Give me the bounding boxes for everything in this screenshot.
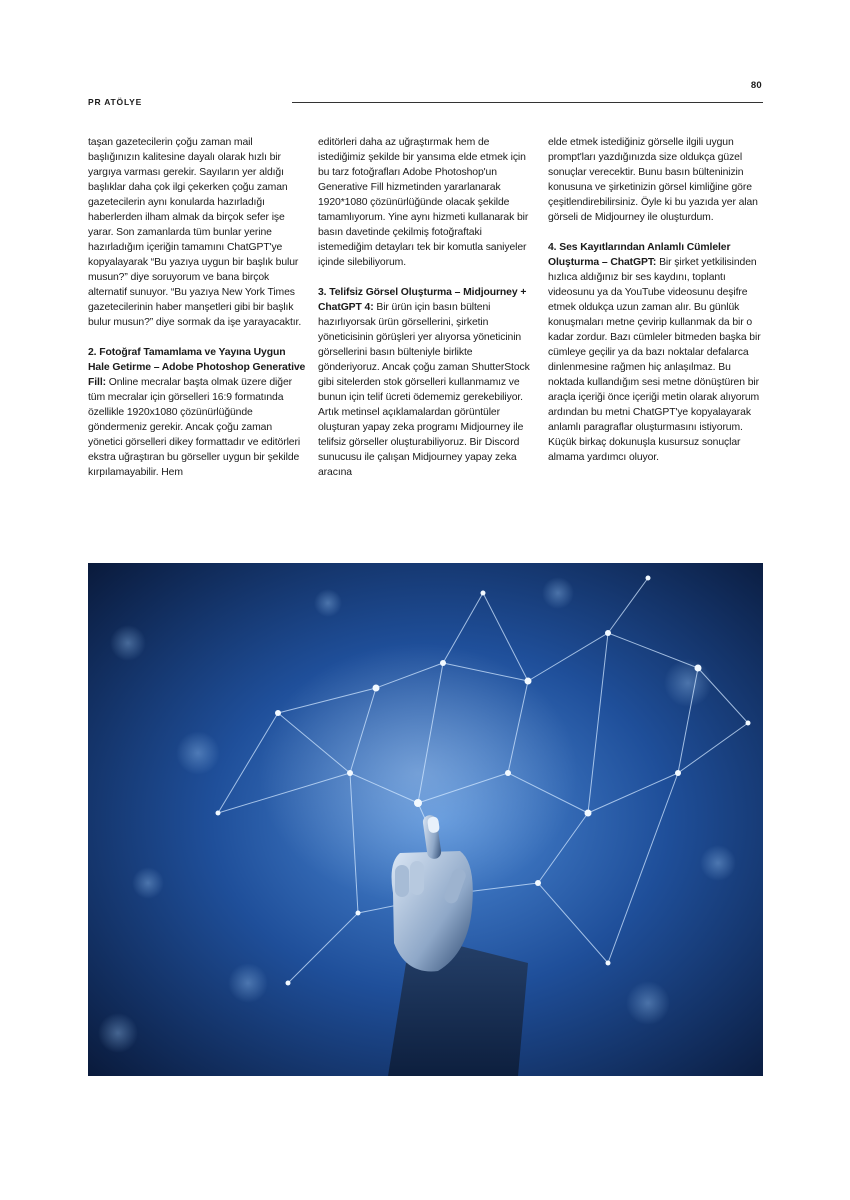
paragraph-heading: 3. Telifsiz Görsel Oluşturma – Midjourney + ChatGPT 4: bbox=[318, 287, 527, 313]
text-column-3 bbox=[548, 135, 766, 465]
paragraph-body: elde etmek istediğiniz görselle ilgili uygun prompt'ları yazdığınızda size oldukça güzel sonuçlar verecektir. Bunu basın bülteninizin konusuna ve şirketinizin görsel kimliğine göre çeşitlendirebilirsiniz. Öyle ki bu yazıda yer alan görseli de Midjourney ile oluşturdum. bbox=[548, 137, 758, 223]
text-column-1 bbox=[88, 135, 306, 480]
paragraph-body: Online mecralar başta olmak üzere diğer tüm mecralar için görselleri 16:9 formatında özellikle 1920x1080 çözünürlüğünde göndermeniz gerekir. Ancak çoğu zaman yönetici görselleri dikey formattadır ve editörleri ekstra uğraştıran bu görseller uygun bir şekilde kırpılamayabilir. Hem bbox=[88, 377, 301, 478]
paragraph-body: Bir ürün için basın bülteni hazırlıyorsak ürün görsellerini, şirketin yöneticisinin görüşleri yer alıyorsa yöneticinin görsellerini basın bülteniyle birlikte gönderiyoruz. Ancak çoğu zaman ShutterStock gibi sitelerden stok görselleri kullanmamız ve bunun için telif ücreti ödememiz gerekebiliyor. Artık metinsel açıklamalardan görüntüler oluşturan yapay zeka programı Midjourney ile telifsiz görseller oluşturabiliyoruz. Bir Discord sunucusu ile çalışan Midjourney yapay zeka aracına bbox=[318, 302, 530, 478]
robot-ring-finger bbox=[395, 865, 409, 897]
paragraph bbox=[548, 240, 766, 465]
paragraph-body: Bir şirket yetkilisinden hızlıca aldığınız bir ses kaydını, toplantı videosunu ya da YouTube videosunu deşifre etmek oldukça uzun zaman alır. Bu günlük konuşmaları metne çevirip kullanmak da bir o kadar zordur. Bazı cümleler bitmeden başka bir cümleye geçilir ya da bazı noktalar defalarca dinlenmesine rağmen hiç anlaşılmaz. Bu noktada kullandığım sesi metne dönüştüren bir araçla içeriği önce içeriği metin olarak alıyorum ardından bu metni ChatGPT'ye kopyalayarak anlamlı paragraflar oluşturmasını istiyorum. Küçük birkaç dokunuşla kusursuz sonuçlar almama yardımcı oluyor. bbox=[548, 257, 761, 463]
page-number: 80 bbox=[750, 80, 762, 91]
paragraph-heading: 2. Fotoğraf Tamamlama ve Yayına Uygun Hale Getirme – Adobe Photoshop Generative Fill: bbox=[88, 347, 306, 388]
text-column-2 bbox=[318, 135, 536, 480]
paragraph-body: taşan gazetecilerin çoğu zaman mail başlığınızın kalitesine dayalı olarak hızlı bir yargıya varması gerekir. Sayıların yer aldığı başlıklar daha çok ilgi çekerken çoğu zaman gazetecilerin aynı konularda hazırladığı haberlerden ilham almak da birçok sefer işe yarar. Son zamanlarda tüm bunlar yerine hazırladığım içeriğin tamamını ChatGPT'ye kopyalayarak “Bu yazıya uygun bir başlık bulur musun?” diye soruyorum ve bana birçok alternatif sunuyor. “Bu yazıya New York Times gazetecilerinin haber manşetleri gibi bir başlık bulur musun?” diye sormak da işe yarayacaktır. bbox=[88, 137, 302, 328]
paragraph-body: editörleri daha az uğraştırmak hem de istediğimiz şekilde bir yansıma elde etmek için bu tarz fotoğrafları Adobe Photoshop'un Generative Fill hizmetinden yararlanarak 1920*1080 çözünürlüğünde olacak şekilde tamamlıyorum. Yine aynı hizmeti kullanarak bir basın davetinde çekilmiş fotoğraftaki istemediğim detayları tek bir komutla saniyeler içinde silebiliyorum. bbox=[318, 137, 529, 268]
ai-network-illustration bbox=[88, 563, 763, 1076]
paragraph bbox=[548, 135, 766, 225]
header-rule bbox=[292, 102, 763, 103]
paragraph bbox=[88, 135, 306, 330]
robot-middle-finger bbox=[410, 861, 424, 895]
section-label: PR ATÖLYE bbox=[88, 97, 143, 107]
paragraph-heading: 4. Ses Kayıtlarından Anlamlı Cümleler Oluşturma – ChatGPT: bbox=[548, 242, 731, 268]
paragraph bbox=[318, 135, 536, 270]
paragraph bbox=[318, 285, 536, 480]
paragraph bbox=[88, 345, 306, 480]
